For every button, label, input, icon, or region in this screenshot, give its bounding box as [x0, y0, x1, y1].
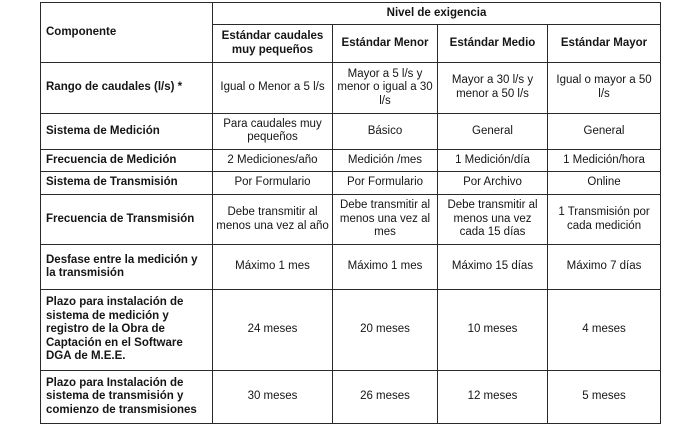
table-cell: Máximo 15 días [438, 245, 548, 290]
table-cell: Online [548, 172, 661, 194]
row-label: Desfase entre la medición y la transmisión [41, 245, 213, 290]
table-cell: Igual o Menor a 5 l/s [213, 63, 333, 114]
requirements-table-sheet [40, 2, 660, 424]
table-row [41, 245, 661, 290]
table-cell: 12 meses [438, 371, 548, 424]
row-label: Sistema de Medición [41, 113, 213, 150]
table-cell: 5 meses [548, 371, 661, 424]
column-header: Estándar Mayor [548, 25, 661, 63]
table-row [41, 194, 661, 245]
table-cell: 1 Transmisión por cada medición [548, 194, 661, 245]
row-label: Plazo para Instalación de sistema de transmisión y comienzo de transmisiones [41, 371, 213, 424]
table-cell: Debe transmitir al menos una vez al mes [333, 194, 438, 245]
table-cell: Por Archivo [438, 172, 548, 194]
row-label: Sistema de Transmisión [41, 172, 213, 194]
table-cell: 20 meses [333, 290, 438, 371]
table-cell: Para caudales muy pequeños [213, 113, 333, 150]
table-cell: 2 Mediciones/año [213, 150, 333, 172]
table-cell: Mayor a 5 l/s y menor o igual a 30 l/s [333, 63, 438, 114]
table-cell: 4 meses [548, 290, 661, 371]
table-cell: Medición /mes [333, 150, 438, 172]
column-header: Estándar caudales muy pequeños [213, 25, 333, 63]
table-cell: Por Formulario [213, 172, 333, 194]
table-cell: Mayor a 30 l/s y menor a 50 l/s [438, 63, 548, 114]
table-row [41, 63, 661, 114]
row-label: Plazo para instalación de sistema de medición y registro de la Obra de Captación en el Software DGA de M.E.E. [41, 290, 213, 371]
row-label: Frecuencia de Transmisión [41, 194, 213, 245]
table-cell: Básico [333, 113, 438, 150]
column-header: Estándar Menor [333, 25, 438, 63]
table-row [41, 113, 661, 150]
table-cell: 30 meses [213, 371, 333, 424]
table-cell: Máximo 7 días [548, 245, 661, 290]
row-label: Rango de caudales (l/s) * [41, 63, 213, 114]
table-row [41, 172, 661, 194]
table-cell: Máximo 1 mes [333, 245, 438, 290]
column-header: Estándar Medio [438, 25, 548, 63]
table-cell: General [548, 113, 661, 150]
table-cell: Debe transmitir al menos una vez al año [213, 194, 333, 245]
table-cell: General [438, 113, 548, 150]
table-cell: Igual o mayor a 50 l/s [548, 63, 661, 114]
requirements-table [40, 2, 661, 424]
table-row [41, 290, 661, 371]
table-cell: 24 meses [213, 290, 333, 371]
corner-header: Componente [41, 3, 213, 63]
table-cell: 26 meses [333, 371, 438, 424]
row-label: Frecuencia de Medición [41, 150, 213, 172]
table-cell: 1 Medición/día [438, 150, 548, 172]
table-row [41, 150, 661, 172]
table-row [41, 371, 661, 424]
table-cell: Por Formulario [333, 172, 438, 194]
table-cell: Máximo 1 mes [213, 245, 333, 290]
table-cell: 1 Medición/hora [548, 150, 661, 172]
group-header: Nivel de exigencia [213, 3, 661, 25]
table-cell: 10 meses [438, 290, 548, 371]
table-cell: Debe transmitir al menos una vez cada 15 días [438, 194, 548, 245]
